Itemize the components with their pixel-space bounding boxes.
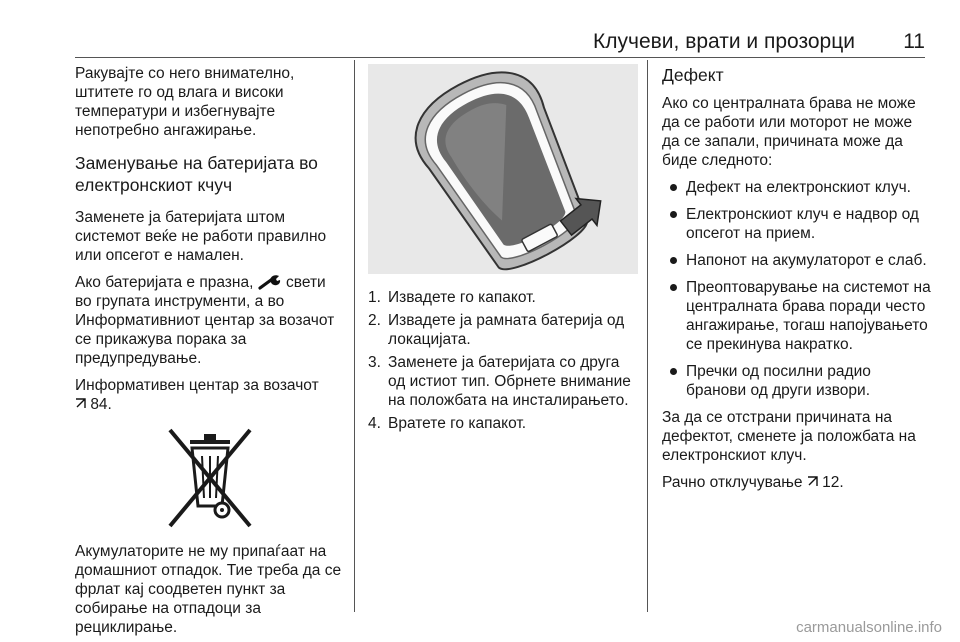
disposal-paragraph: Акумулаторите не му припаѓаат на домашниот отпадок. Тие треба да се фрлат кај соодветен пункт за собирање на отпадоци за рециклирање. (75, 543, 342, 636)
step-item: 2. Извадете ја рамната батерија од локацијата. (368, 312, 625, 348)
manual-unlock-page-ref[interactable]: 12. (822, 474, 844, 491)
step-item: 3. Заменете ја батеријата со друга од истиот тип. Обрнете внимание на положбата на инсталирањето. (368, 354, 631, 409)
empty-battery-text-b: свети во групата инструменти, а во Информативниот центар за возачот се прикажува порака за предупредување. (75, 274, 335, 367)
column-right (662, 64, 932, 492)
driver-info-page-ref[interactable]: 84. (90, 396, 112, 413)
battery-steps-list (368, 288, 638, 433)
fault-intro: Ако со централната брава не може да се работи или моторот не може да се запали, причината може да биде следното: (662, 95, 916, 169)
key-fob-illustration (368, 64, 638, 274)
page-number: 11 (903, 30, 925, 53)
list-item: Електронскиот клуч е надвор од опсегот на прием. (662, 205, 932, 243)
step-text: Извадете ја рамната батерија од локацијата. (388, 312, 625, 348)
step-text: Заменете ја батеријата со друга од истиот тип. Обрнете внимание на положбата на инсталирањето. (388, 354, 631, 409)
recycling-symbol (75, 426, 345, 530)
step-text: Вратете го капакот. (388, 415, 527, 432)
driver-info-text: Информативен центар за возачот (75, 377, 319, 394)
step-item: 4. Вратете го капакот. (368, 415, 527, 432)
fault-causes-list (662, 178, 932, 400)
column-divider-2 (647, 60, 648, 612)
battery-replacement-heading: Заменување на батеријата во електронскиот кчуч (75, 153, 318, 195)
step-text: Извадете го капакот. (388, 289, 536, 306)
manual-unlock-reference: Рачно отклучување 12. (662, 474, 844, 491)
crossed-bin-icon (162, 426, 258, 530)
list-item: Напонот на акумулаторот е слаб. (662, 251, 932, 270)
chapter-title: Клучеви, врати и прозорци (593, 30, 855, 53)
replace-battery-paragraph: Заменете ја батеријата штом системот веќе не работи правилно или опсегот е намален. (75, 209, 327, 264)
list-item: Пречки од посилни радио бранови од други извори. (662, 362, 932, 400)
watermark: carmanualsonline.info (796, 619, 942, 636)
driver-info-reference (75, 376, 345, 414)
fault-heading: Дефект (662, 65, 724, 85)
empty-battery-text-a: Ако батеријата е празна, (75, 274, 254, 291)
column-divider-1 (354, 60, 355, 612)
empty-battery-paragraph (75, 273, 345, 368)
fault-remedy-paragraph: За да се отстрани причината на дефектот, сменете ја положбата на електронскиот клуч. (662, 409, 916, 464)
list-item: Дефект на електронскиот клуч. (662, 178, 932, 197)
column-middle (368, 64, 638, 437)
header-divider (75, 57, 925, 58)
page-reference-arrow-icon (807, 476, 818, 487)
step-item: 1. Извадете го капакот. (368, 289, 536, 306)
page-header (75, 28, 925, 56)
list-item: Преоптоварување на системот на централната брава поради често ангажирање, тогаш напојувањето се прекинува накратко. (662, 278, 932, 354)
column-left (75, 64, 345, 637)
wrench-icon (258, 274, 282, 290)
page-reference-arrow-icon (75, 398, 86, 409)
intro-paragraph: Ракувајте со него внимателно, штитете го од влага и високи температури и избегнувајте непотребно ангажирање. (75, 65, 295, 139)
